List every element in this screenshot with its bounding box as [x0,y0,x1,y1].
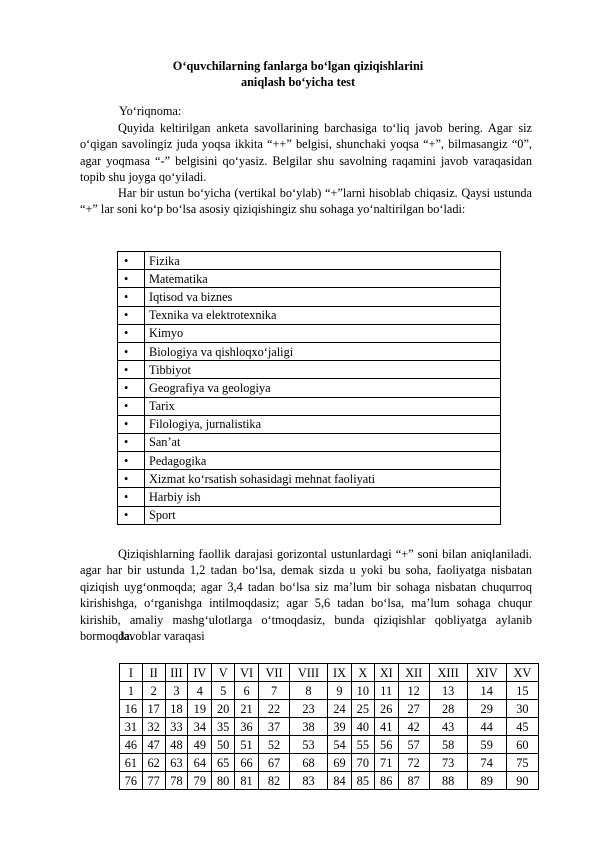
answer-cell[interactable]: 14 [467,682,506,700]
bullet-icon: • [118,361,145,379]
answer-cell[interactable]: 6 [235,682,259,700]
answer-cell[interactable]: 44 [467,718,506,736]
field-row [118,288,501,306]
answer-cell[interactable]: 87 [398,772,429,790]
answer-cell[interactable]: 41 [374,718,398,736]
answer-cell[interactable]: 49 [188,736,212,754]
column-header: XII [398,664,429,682]
answer-cell[interactable]: 7 [259,682,290,700]
field-name: Fizika [145,252,501,270]
answer-cell[interactable]: 55 [351,736,374,754]
bullet-icon: • [118,488,145,506]
field-name: Pedagogika [145,452,501,470]
answer-cell[interactable]: 54 [327,736,351,754]
bullet-icon: • [118,379,145,397]
answer-cell[interactable]: 71 [374,754,398,772]
column-header: XV [506,664,538,682]
answer-cell[interactable]: 46 [120,736,143,754]
answer-cell[interactable]: 50 [212,736,235,754]
answer-cell[interactable]: 89 [467,772,506,790]
answer-cell[interactable]: 26 [374,700,398,718]
column-header: VII [259,664,290,682]
answer-cell[interactable]: 79 [188,772,212,790]
bullet-icon: • [118,342,145,360]
column-header: X [351,664,374,682]
answer-cell[interactable]: 60 [506,736,538,754]
column-header: XIII [429,664,467,682]
field-name: Sport [145,506,501,524]
answer-row [120,718,539,736]
field-row [118,324,501,342]
document-title [0,58,596,90]
field-row [118,379,501,397]
answer-cell[interactable]: 22 [259,700,290,718]
answer-cell[interactable]: 5 [212,682,235,700]
column-header: XI [374,664,398,682]
answer-cell[interactable]: 9 [327,682,351,700]
answer-cell[interactable]: 2 [142,682,165,700]
column-header: IV [188,664,212,682]
answer-row [120,772,539,790]
answer-cell[interactable]: 52 [259,736,290,754]
bullet-icon: • [118,506,145,524]
answer-cell[interactable]: 25 [351,700,374,718]
answer-cell[interactable]: 68 [290,754,328,772]
field-row [118,433,501,451]
field-name: Matematika [145,270,501,288]
answer-cell[interactable]: 53 [290,736,328,754]
answer-cell[interactable]: 13 [429,682,467,700]
answer-cell[interactable]: 88 [429,772,467,790]
answer-cell[interactable]: 83 [290,772,328,790]
answer-cell[interactable]: 21 [235,700,259,718]
bullet-icon: • [118,433,145,451]
field-row [118,252,501,270]
answer-cell[interactable]: 27 [398,700,429,718]
answer-cell[interactable]: 40 [351,718,374,736]
title-line-1: O‘quvchilarning fanlarga bo‘lgan qiziqishlarini [172,59,424,73]
field-name: Filologiya, jurnalistika [145,415,501,433]
title-line-2: aniqlash bo‘yicha test [240,75,356,89]
bullet-icon: • [118,324,145,342]
field-name: San’at [145,433,501,451]
answer-cell[interactable]: 24 [327,700,351,718]
answer-cell[interactable]: 61 [120,754,143,772]
field-name: Xizmat ko‘rsatish sohasidagi mehnat faoliyati [145,470,501,488]
answer-cell[interactable]: 86 [374,772,398,790]
bullet-icon: • [118,397,145,415]
answer-cell[interactable]: 77 [142,772,165,790]
answer-sheet-table [119,663,539,790]
instructions-paragraph-2: Har bir ustun bo‘yicha (vertikal bo‘ylab) “+”larni hisoblab chiqasiz. Qaysi ustunda “+” lar soni ko‘p bo‘lsa asosiy qiziqishingiz shu sohaga yo‘naltirilgan bo‘ladi: [80,186,532,217]
answer-cell[interactable]: 42 [398,718,429,736]
answer-cell[interactable]: 43 [429,718,467,736]
answer-cell[interactable]: 62 [142,754,165,772]
bullet-icon: • [118,288,145,306]
answer-cell[interactable]: 47 [142,736,165,754]
answer-cell[interactable]: 70 [351,754,374,772]
column-header: XIV [467,664,506,682]
column-header: I [120,664,143,682]
answer-cell[interactable]: 19 [188,700,212,718]
answer-cell[interactable]: 57 [398,736,429,754]
answer-cell[interactable]: 72 [398,754,429,772]
answer-cell[interactable]: 38 [290,718,328,736]
answer-cell[interactable]: 73 [429,754,467,772]
answer-cell[interactable]: 90 [506,772,538,790]
answer-cell[interactable]: 35 [212,718,235,736]
answer-cell[interactable]: 48 [165,736,188,754]
column-header: IX [327,664,351,682]
answer-cell[interactable]: 69 [327,754,351,772]
field-row [118,342,501,360]
answer-cell[interactable]: 1 [120,682,143,700]
bullet-icon: • [118,452,145,470]
instructions-heading: Yo‘riqnoma: [119,104,182,118]
answer-cell[interactable]: 15 [506,682,538,700]
answer-cell[interactable]: 12 [398,682,429,700]
answer-cell[interactable]: 45 [506,718,538,736]
answer-cell[interactable]: 81 [235,772,259,790]
answer-cell[interactable]: 32 [142,718,165,736]
answer-cell[interactable]: 80 [212,772,235,790]
answer-sheet-header-row [120,664,539,682]
answer-cell[interactable]: 82 [259,772,290,790]
field-name: Tibbiyot [145,361,501,379]
answer-cell[interactable]: 66 [235,754,259,772]
answer-cell[interactable]: 10 [351,682,374,700]
field-row [118,470,501,488]
answer-sheet-label: Javoblar varaqasi [119,629,205,643]
column-header: VI [235,664,259,682]
bullet-icon: • [118,415,145,433]
field-name: Texnika va elektrotexnika [145,306,501,324]
conclusion-paragraph: Qiziqishlarning faollik darajasi gorizontal ustunlardagi “+” soni bilan aniqlaniladi. agar har bir ustunda 1,2 tadan bo‘lsa, demak sizda u yoki bu soha, faoliyatga nisbatan qiziqish uyg‘onmoqda; agar 3,4 tadan bo‘lsa siz ma’lum bir sohaga nisbatan chuqurroq kirishishga, o‘rganishga intilmoqdasiz; agar 5,6 tadan bo‘lsa, ma’lum sohaga chuqur kirishib, amaliy mashg‘ulotlarga o‘tmoqdasiz, bunda qiziqishlar qobliyatga aylanib bormoqda. [80,547,532,644]
answer-cell[interactable]: 59 [467,736,506,754]
answer-cell[interactable]: 85 [351,772,374,790]
column-header: V [212,664,235,682]
answer-cell[interactable]: 31 [120,718,143,736]
field-name: Iqtisod va biznes [145,288,501,306]
answer-row [120,700,539,718]
answer-cell[interactable]: 16 [120,700,143,718]
answer-cell[interactable]: 20 [212,700,235,718]
answer-cell[interactable]: 33 [165,718,188,736]
field-row [118,415,501,433]
column-header: II [142,664,165,682]
answer-cell[interactable]: 84 [327,772,351,790]
answer-cell[interactable]: 64 [188,754,212,772]
field-row [118,361,501,379]
answer-cell[interactable]: 76 [120,772,143,790]
field-name: Tarix [145,397,501,415]
answer-cell[interactable]: 11 [374,682,398,700]
answer-cell[interactable]: 67 [259,754,290,772]
answer-cell[interactable]: 63 [165,754,188,772]
field-row [118,270,501,288]
answer-cell[interactable]: 8 [290,682,328,700]
answer-cell[interactable]: 37 [259,718,290,736]
field-name: Kimyo [145,324,501,342]
bullet-icon: • [118,470,145,488]
field-row [118,488,501,506]
field-row [118,306,501,324]
answer-cell[interactable]: 58 [429,736,467,754]
answer-row [120,682,539,700]
answer-cell[interactable]: 74 [467,754,506,772]
field-name: Geografiya va geologiya [145,379,501,397]
bullet-icon: • [118,252,145,270]
column-header: III [165,664,188,682]
answer-cell[interactable]: 78 [165,772,188,790]
field-row [118,452,501,470]
answer-cell[interactable]: 30 [506,700,538,718]
field-name: Harbiy ish [145,488,501,506]
answer-cell[interactable]: 4 [188,682,212,700]
field-row [118,506,501,524]
answer-cell[interactable]: 28 [429,700,467,718]
bullet-icon: • [118,306,145,324]
answer-cell[interactable]: 51 [235,736,259,754]
answer-cell[interactable]: 29 [467,700,506,718]
instructions-paragraph-1: Quyida keltirilgan anketa savollarining barchasiga to‘liq javob bering. Agar siz o‘qigan savolingiz juda yoqsa ikkita “++” belgisi, shunchaki yoqsa “+”, bilmasangiz “0”, agar yoqmasa “-” belgisini qo‘yasiz. Belgilar shu savolning raqamini javob varaqasidan topib shu joyga qo‘yiladi. [80,121,532,185]
column-header: VIII [290,664,328,682]
answer-cell[interactable]: 39 [327,718,351,736]
answer-cell[interactable]: 56 [374,736,398,754]
answer-cell[interactable]: 18 [165,700,188,718]
answer-row [120,736,539,754]
answer-cell[interactable]: 75 [506,754,538,772]
field-row [118,397,501,415]
answer-row [120,754,539,772]
field-name: Biologiya va qishloqxo‘jaligi [145,342,501,360]
answer-cell[interactable]: 34 [188,718,212,736]
answer-cell[interactable]: 17 [142,700,165,718]
fields-list-table [117,251,501,525]
answer-cell[interactable]: 3 [165,682,188,700]
answer-cell[interactable]: 65 [212,754,235,772]
bullet-icon: • [118,270,145,288]
answer-cell[interactable]: 23 [290,700,328,718]
answer-cell[interactable]: 36 [235,718,259,736]
